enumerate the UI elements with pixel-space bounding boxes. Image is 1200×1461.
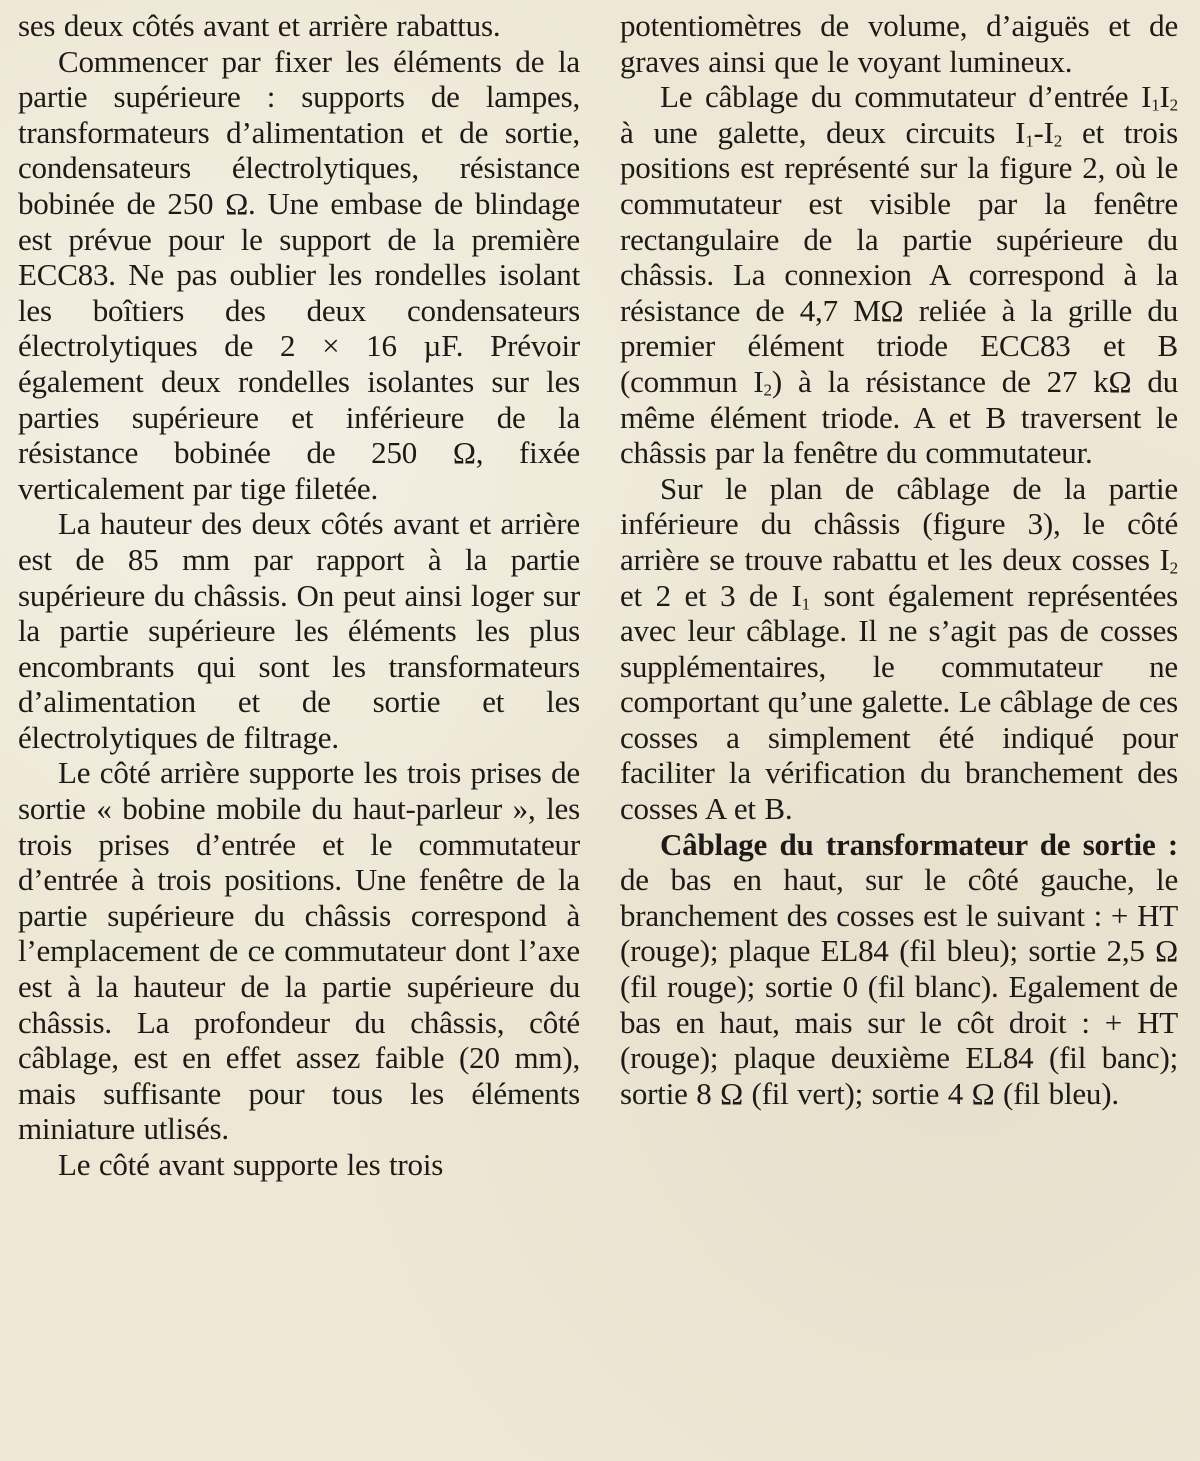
paragraph-left-2: Commencer par fixer les éléments de la partie supérieure : supports de lampes, transformateurs d’alimentation et de sortie, condensateurs électrolytiques, résistance bobinée de 250 Ω. Une embase de blindage est prévue pour le support de la première ECC83. Ne pas oublier les rondelles isolant les boîtiers des deux condensateurs électrolytiques de 2 × 16 µF. Prévoir également deux rondelles isolantes sur les parties supérieure et inférieure de la résistance bobinée de 250 Ω, fixée verticalement par tige filetée. — [18, 43, 580, 506]
subscript: 1 — [1025, 131, 1034, 151]
paragraph-right-1: potentiomètres de volume, d’aiguës et de graves ainsi que le voyant lumineux. — [620, 8, 1178, 79]
text-run: de bas en haut, sur le côté gauche, le branchement des cosses est le suivant : + HT (rouge); plaque EL84 (fil bleu); sortie 2,5 Ω (fil rouge); sortie 0 (fil blanc). Egalement de bas en haut, mais sur le côt droit : + HT (rouge); plaque deuxième EL84 (fil banc); sortie 8 Ω (fil vert); sortie 4 Ω (fil bleu). — [620, 862, 1178, 1111]
text-run: et trois positions est représenté sur la figure 2, où le commutateur est visible par la fenêtre rectangulaire de la partie supérieure du châssis. La connexion A correspond à la résistance de 4,7 MΩ reliée à la grille du premier élément triode ECC83 et B (commun I — [620, 114, 1178, 399]
paragraph-left-3: La hauteur des deux côtés avant et arrière est de 85 mm par rapport à la partie supérieure du châssis. On peut ainsi loger sur la partie supérieure les éléments les plus encombrants qui sont les transformateurs d’alimentation et de sortie et les électrolytiques de filtrage. — [18, 506, 580, 755]
section-heading: Câblage du transformateur de sortie : — [660, 826, 1178, 862]
paragraph-left-4: Le côté arrière supporte les trois prises de sortie « bobine mobile du haut-parleur », les trois prises d’entrée et le commutateur d’entrée à trois positions. Une fenêtre de la partie supérieure du châssis correspond à l’emplacement de ce commutateur dont l’axe est à la hauteur de la partie supérieure du châssis. La profondeur du châssis, côté câblage, est en effet assez faible (20 mm), mais suffisante pour tous les éléments miniature utlisés. — [18, 755, 580, 1147]
subscript: 2 — [763, 380, 772, 400]
text-run: -I — [1033, 114, 1054, 150]
subscript: 2 — [1053, 131, 1063, 151]
text-run: I — [1159, 79, 1170, 115]
subscript: 2 — [1169, 95, 1178, 115]
text-run: ) à la résistance de 27 kΩ du même élément triode. A et B traversent le châssis par la fenêtre du commutateur. — [620, 363, 1178, 471]
paragraph-left-5: Le côté avant supporte les trois — [58, 1147, 444, 1182]
text-run: Le câblage du commutateur d’entrée I — [660, 79, 1152, 115]
subscript: 1 — [1151, 95, 1160, 115]
paragraph-right-2 — [620, 79, 1178, 471]
text-run: sont également représentées avec leur câblage. Il ne s’agit pas de cosses supplémentaires, le commutateur ne comportant qu’une galette. Le câblage de ces cosses a simplement été indiqué pour faciliter la vérification du branchement des cosses A et B. — [620, 577, 1178, 827]
paragraph-left-1: ses deux côtés avant et arrière rabattus. — [18, 8, 501, 43]
paragraph-right-3 — [620, 471, 1178, 827]
subscript: 1 — [801, 593, 810, 613]
paragraph-right-4 — [620, 827, 1178, 1112]
text-run: Sur le plan de câblage de la partie inférieure du châssis (figure 3), le côté arrière se trouve rabattu et les deux cosses I — [620, 470, 1178, 577]
text-run: et 2 et 3 de I — [620, 577, 802, 613]
left-column — [18, 8, 580, 1183]
subscript: 2 — [1169, 558, 1178, 578]
right-column — [620, 8, 1178, 1111]
text-run: à une galette, deux circuits I — [620, 114, 1026, 150]
